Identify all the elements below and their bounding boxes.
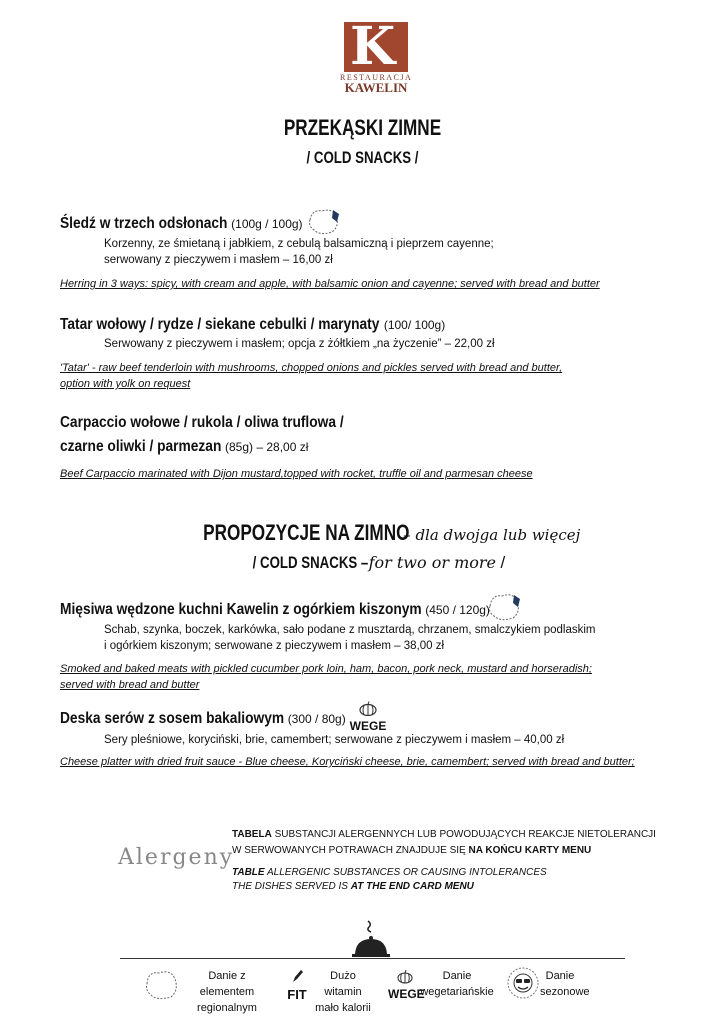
dish-english-description: Cheese platter with dried fruit sauce - Blue cheese, Koryciński cheese, brie, camembert; served with bread and butter; — [60, 756, 635, 768]
dish-portion: (300 / 80g) — [287, 712, 346, 726]
dish-name — [60, 414, 390, 432]
allergens-en-a: TABLE — [232, 867, 265, 878]
legend-fit-line1: Dużo witamin — [324, 970, 362, 998]
legend-regional — [182, 968, 272, 1016]
dish-name — [60, 215, 303, 233]
allergens-en-b: ALLERGENIC SUBSTANCES OR CAUSING INTOLERANCES — [264, 867, 547, 878]
pencil-icon — [290, 968, 304, 984]
legend-seasonal — [540, 968, 590, 1000]
pumpkin-icon — [396, 968, 414, 984]
dish-description: Korzenny, ze śmietaną i jabłkiem, z cebulą balsamiczną i pieprzem cayenne; — [104, 238, 494, 250]
legend-seasonal-line1: Danie — [545, 970, 575, 982]
vegetarian-badge-label: WEGE — [349, 719, 387, 733]
logo-letter: K — [350, 16, 396, 77]
section-subtitle-text: / COLD SNACKS – — [252, 553, 369, 572]
legend-fit — [310, 968, 376, 1016]
dish-title: Tatar wołowy / rydze / siekane cebulki / marynaty — [60, 316, 380, 333]
dish-title-line2: czarne oliwki / parmezan — [60, 438, 222, 455]
logo-mark — [344, 16, 408, 77]
pumpkin-icon — [358, 700, 378, 716]
dish-title: Mięsiwa wędzone kuchni Kawelin z ogórkiem kiszonym — [60, 601, 422, 618]
legend-regional-line2: regionalnym — [197, 1002, 257, 1014]
dish-name — [60, 710, 346, 728]
legend-vegetarian-line2: wegetariańskie — [420, 986, 494, 998]
dish-title-line1: Carpaccio wołowe / rukola / oliwa truflowa / — [60, 414, 344, 431]
allergens-info-en — [232, 866, 547, 894]
allergens-pl-d: NA KOŃCU KARTY MENU — [468, 845, 592, 856]
allergens-pl-a: TABELA — [232, 829, 272, 840]
allergens-info-pl — [232, 827, 656, 859]
section-title-cold-snacks: PRZEKĄSKI ZIMNE — [283, 115, 442, 140]
dish-english-description: 'Tatar' - raw beef tenderloin with mushrooms, chopped onions and pickles served with bread and butter, — [60, 362, 563, 374]
dish-description-price: i ogórkiem kiszonym; serwowane z pieczywem i masłem – 38,00 zł — [104, 640, 445, 652]
allergens-pl-c: W SERWOWANYCH POTRAWACH ZNAJDUJE SIĘ — [232, 845, 469, 856]
dish-english-description: Herring in 3 ways: spicy, with cream and apple, with balsamic onion and cayenne; served with bread and butter — [60, 278, 600, 290]
vegetarian-badge — [348, 700, 388, 731]
dish-portion-price: (85g) – 28,00 zł — [224, 440, 309, 454]
legend-vegetarian — [420, 968, 494, 1000]
dish-title: Deska serów z sosem bakaliowym — [60, 710, 285, 727]
section-subtitle-end: / — [500, 553, 506, 572]
fit-badge — [286, 968, 308, 1001]
regional-dish-icon — [486, 590, 524, 622]
dish-description-price: serwowany z pieczywem i masłem – 16,00 zł — [104, 254, 333, 266]
allergens-en-c: THE DISHES SERVED IS — [232, 881, 351, 892]
section-subtitle-script: for two or more — [368, 553, 496, 572]
section-title-text: PROPOZYCJE NA ZIMNO — [202, 520, 410, 545]
dish-portion: (450 / 120g) — [425, 603, 490, 617]
legend-fit-line2: mało kalorii — [315, 1002, 371, 1014]
dish-english-description-2: option with yolk on request — [60, 378, 191, 390]
regional-dish-icon — [306, 206, 344, 236]
allergens-pl-b: SUBSTANCJI ALERGENNYCH LUB POWODUJĄCYCH REAKCJE NIETOLERANCJI — [271, 829, 656, 840]
logo-line2: KAWELIN — [344, 80, 408, 95]
dish-name-line2 — [60, 438, 308, 456]
dish-english-description: Smoked and baked meats with pickled cucumber pork loin, ham, bacon, pork neck, mustard and horseradish; — [60, 663, 592, 675]
dish-english-description: Beef Carpaccio marinated with Dijon mustard,topped with rocket, truffle oil and parmesan cheese — [60, 468, 533, 480]
section-subtitle-proposals — [0, 553, 725, 573]
dish-name — [60, 316, 445, 334]
restaurant-logo — [340, 16, 413, 100]
allergens-en-d: AT THE END CARD MENU — [350, 881, 474, 892]
logo-line1: RESTAURACJA — [340, 73, 413, 82]
dish-english-description-2: served with bread and butter — [60, 679, 200, 691]
section-title-script: – dla dwojga lub więcej — [403, 526, 581, 544]
seasonal-sun-icon — [506, 966, 540, 1000]
wege-badge — [388, 968, 425, 1001]
wege-badge-label: WEGE — [388, 987, 425, 1001]
allergens-label: Alergeny — [118, 845, 235, 870]
dish-description: Schab, szynka, boczek, karkówka, sało podane z musztardą, chrzanem, smalczykiem podlaskim — [104, 624, 596, 636]
regional-dish-icon — [143, 966, 181, 1002]
dish-description: Sery pleśniowe, koryciński, brie, camembert; serwowane z pieczywem i masłem – 40,00 zł — [104, 734, 565, 746]
dish-title: Śledź w trzech odsłonach — [60, 215, 228, 232]
dish-portion: (100/ 100g) — [383, 318, 446, 332]
section-title-proposals — [0, 520, 725, 546]
dish-portion: (100g / 100g) — [231, 217, 303, 231]
legend-seasonal-line2: sezonowe — [540, 986, 590, 998]
section-subtitle-cold-snacks: / COLD SNACKS / — [306, 148, 419, 167]
dish-description: Serwowany z pieczywem i masłem; opcja z żółtkiem „na życzenie” – 22,00 zł — [104, 338, 495, 350]
legend-regional-line1: Danie z elementem — [199, 970, 255, 998]
dish-name — [60, 601, 490, 619]
legend-vegetarian-line1: Danie — [442, 970, 472, 982]
fit-badge-label: FIT — [287, 987, 307, 1002]
cloche-icon — [350, 918, 392, 960]
